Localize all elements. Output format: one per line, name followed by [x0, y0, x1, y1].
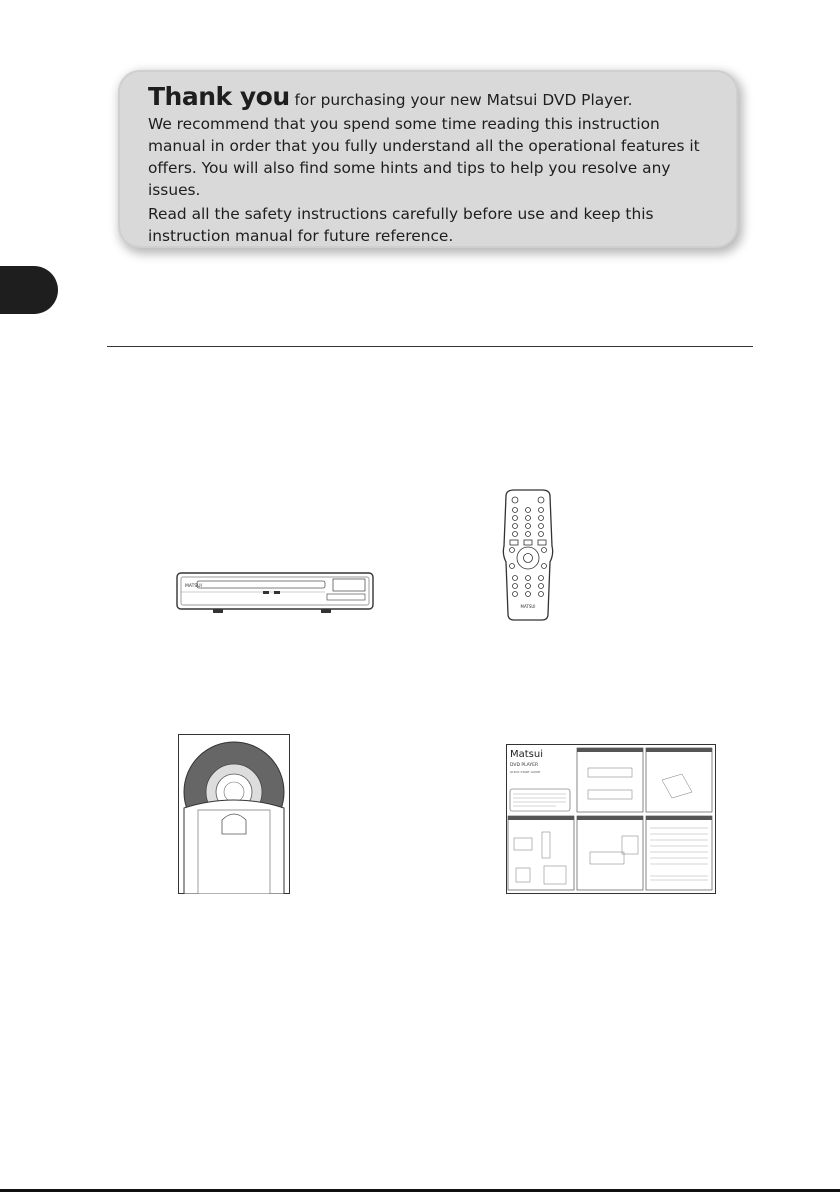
section-tab — [0, 266, 58, 314]
intro-paragraph-2: Read all the safety instructions carefully before use and keep this instruction manual for future reference. — [148, 205, 654, 245]
thank-you-line — [148, 82, 718, 111]
disc-in-sleeve-icon — [178, 734, 290, 894]
section-divider — [107, 346, 753, 347]
remote-brand: MATSUI — [520, 604, 536, 609]
thank-you-box — [120, 72, 736, 246]
intro-paragraph-1: We recommend that you spend some time reading this instruction manual in order that you fully understand all the operational features it offers. You will also find some hints and tips to help you resolve any issues. — [148, 115, 700, 199]
remote-control-icon — [500, 488, 556, 622]
guide-product: DVD PLAYER — [510, 763, 539, 768]
thank-you-text — [148, 82, 718, 249]
guide-brand: Matsui — [510, 749, 544, 760]
dvd-player-brand: MATSUI — [185, 584, 202, 589]
dvd-player-icon — [175, 570, 375, 618]
guide-subtitle: QUICK START GUIDE — [510, 770, 541, 774]
thank-you-heading-tail: for purchasing your new Matsui DVD Player. — [289, 91, 633, 109]
thank-you-heading: Thank you — [148, 82, 290, 111]
quick-start-guide-icon — [506, 744, 716, 894]
